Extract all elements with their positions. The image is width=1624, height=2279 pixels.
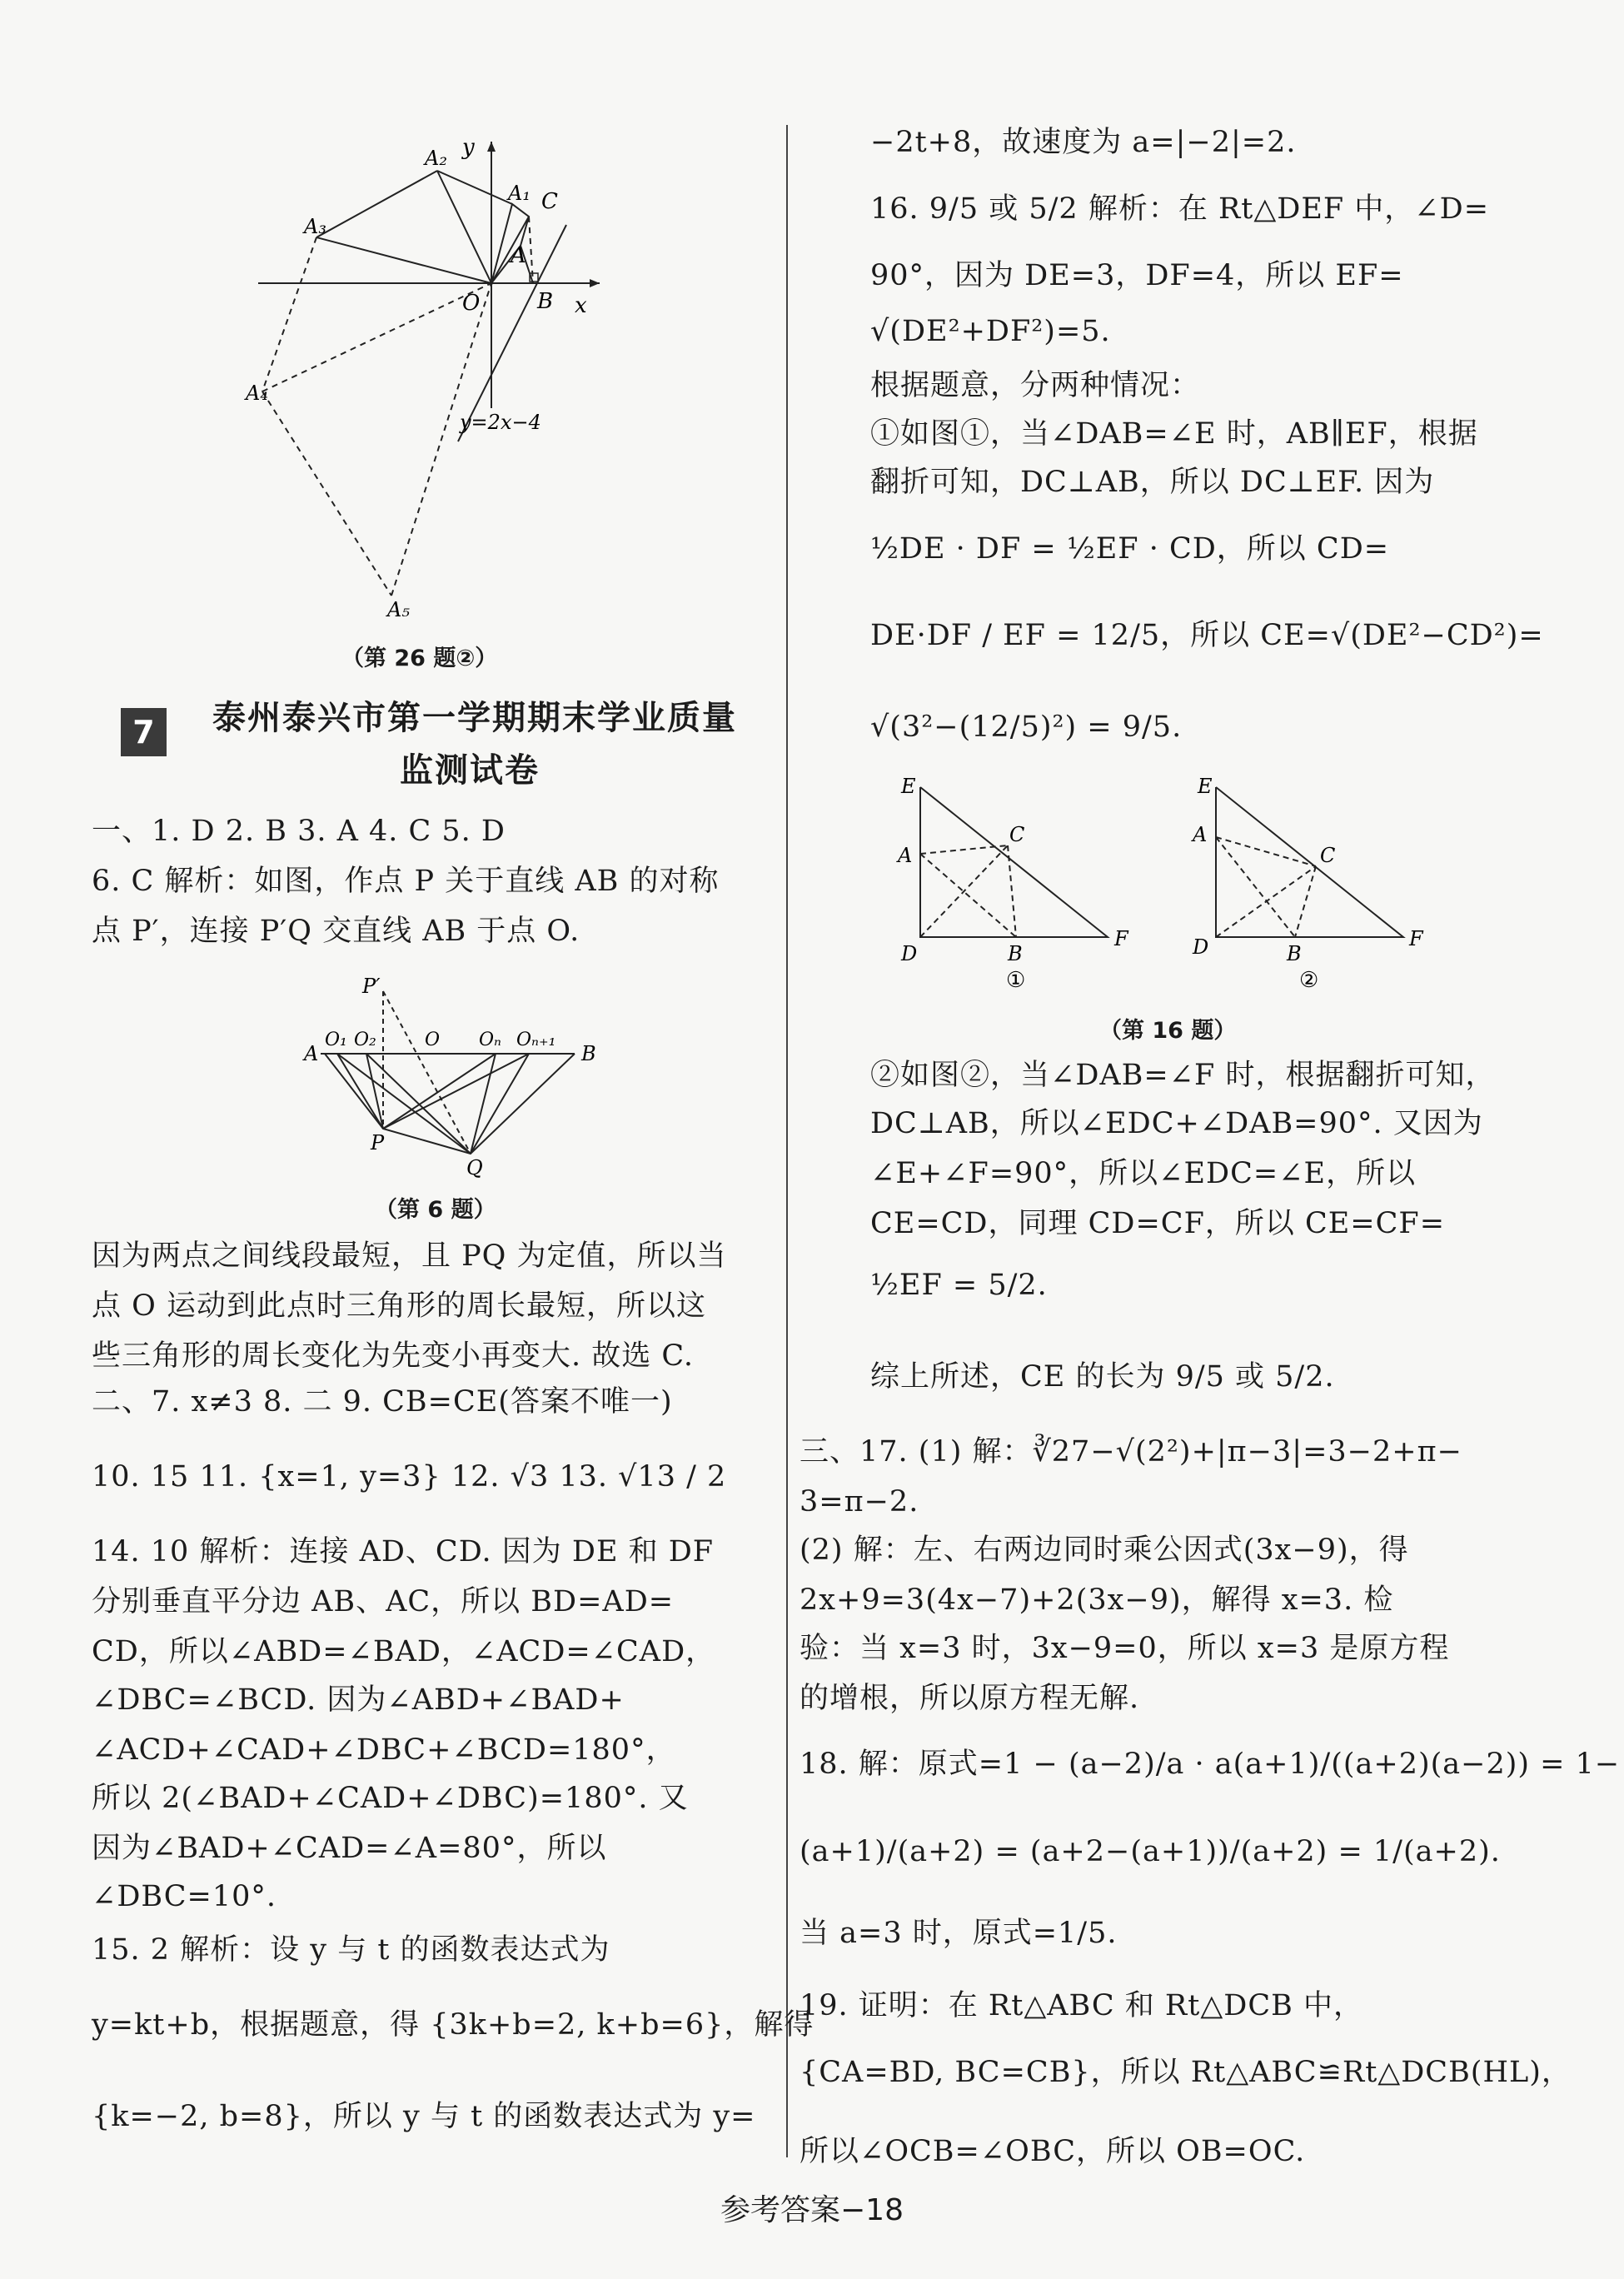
fig16a-label-E: E — [901, 775, 916, 798]
left-line-b-12: ∠DBC=10°. — [92, 1880, 277, 1913]
fig6-label-P1: P′ — [362, 975, 381, 998]
left-line-b-14: y=kt+b，根据题意，得 {3k+b=2, k+b=6}，解得 — [92, 2008, 814, 2042]
left-line-a-0: 一、1. D 2. B 3. A 4. C 5. D — [92, 815, 506, 848]
fig26-label-A5: A₅ — [387, 598, 410, 621]
right-line-b-7: 3=π−2. — [800, 1485, 919, 1519]
right-line-b-15: 19. 证明：在 Rt△ABC 和 Rt△DCB 中， — [800, 1989, 1363, 2022]
right-line-b-3: CE=CD，同理 CD=CF，所以 CE=CF= — [870, 1207, 1446, 1240]
fig16a-label-D: D — [901, 942, 918, 965]
fig6-label-On1: Oₙ₊₁ — [516, 1030, 556, 1050]
left-line-a-1: 6. C 解析：如图，作点 P 关于直线 AB 的对称 — [92, 865, 720, 898]
right-line-a-5: ①如图①，当∠DAB=∠E 时，AB∥EF，根据 — [870, 417, 1478, 451]
left-line-b-2: 些三角形的周长变化为先变小再变大. 故选 C. — [92, 1339, 695, 1373]
fig6-label-O: O — [425, 1030, 441, 1050]
left-line-b-10: 所以 2(∠BAD+∠CAD+∠DBC)=180°. 又 — [92, 1782, 689, 1815]
fig6-caption: （第 6 题） — [375, 1197, 496, 1223]
fig6-label-Q: Q — [466, 1156, 483, 1179]
fig16-caption: （第 16 题） — [1099, 1018, 1237, 1044]
right-line-b-6: 三、17. (1) 解：∛27−√(2²)+|π−3|=3−2+π− — [800, 1435, 1462, 1469]
fig26-label-A2: A₂ — [425, 147, 447, 170]
fig26-label-x: x — [575, 293, 587, 318]
left-line-b-9: ∠ACD+∠CAD+∠DBC+∠BCD=180°， — [92, 1733, 676, 1767]
section-title-line-1: 泰州泰兴市第一学期期末学业质量 — [212, 699, 737, 737]
fig6-label-P: P — [371, 1131, 385, 1154]
right-line-a-9: √(3²−(12/5)²) = 9/5. — [870, 711, 1183, 744]
fig26-label-line: y=2x−4 — [460, 411, 541, 434]
fig26-label-A: A — [511, 243, 526, 268]
fig16b-label-A: A — [1193, 823, 1208, 846]
left-line-b-4: 10. 15 11. {x=1, y=3} 12. √3 13. √13 / 2 — [92, 1460, 727, 1494]
fig16b-number: ② — [1299, 968, 1319, 993]
fig26-caption: （第 26 题②） — [341, 646, 498, 671]
fig26-label-O: O — [462, 291, 481, 316]
left-line-b-7: CD，所以∠ABD=∠BAD，∠ACD=∠CAD， — [92, 1635, 716, 1668]
figure-26-2 — [225, 125, 625, 625]
fig26-label-B: B — [537, 289, 554, 314]
fig16a-number: ① — [1006, 968, 1026, 993]
right-line-b-12: 18. 解：原式=1 − (a−2)/a · a(a+1)/((a+2)(a−2)) = 1− — [800, 1748, 1621, 1781]
right-line-a-0: −2t+8，故速度为 a=|−2|=2. — [870, 126, 1297, 159]
fig16b-label-D: D — [1193, 935, 1209, 959]
left-line-b-5: 14. 10 解析：连接 AD、CD. 因为 DE 和 DF — [92, 1535, 715, 1568]
fig16b-label-B: B — [1287, 942, 1302, 965]
fig26-label-A3: A₃ — [304, 215, 326, 238]
fig26-label-y: y — [462, 135, 475, 160]
right-line-b-9: 2x+9=3(4x−7)+2(3x−9)，解得 x=3. 检 — [800, 1583, 1394, 1617]
fig16a-label-B: B — [1008, 942, 1023, 965]
fig26-label-C: C — [541, 189, 558, 214]
section-number-badge: 7 — [121, 708, 167, 756]
right-line-a-4: 根据题意，分两种情况： — [870, 369, 1201, 402]
fig26-label-A1: A₁ — [508, 182, 531, 205]
right-line-b-8: (2) 解：左、右两边同时乘公因式(3x−9)，得 — [800, 1533, 1409, 1567]
right-line-a-1: 16. 9/5 或 5/2 解析：在 Rt△DEF 中，∠D= — [870, 192, 1490, 226]
right-line-a-2: 90°，因为 DE=3，DF=4，所以 EF= — [870, 259, 1404, 292]
right-line-b-11: 的增根，所以原方程无解. — [800, 1682, 1140, 1715]
right-line-b-13: (a+1)/(a+2) = (a+2−(a+1))/(a+2) = 1/(a+2). — [800, 1835, 1501, 1868]
page-footer: 参考答案−18 — [720, 2193, 904, 2227]
right-line-b-5: 综上所述，CE 的长为 9/5 或 5/2. — [870, 1360, 1335, 1394]
fig6-label-O2: O₂ — [354, 1030, 376, 1050]
right-line-a-7: ½DE · DF = ½EF · CD，所以 CD= — [870, 532, 1390, 566]
column-divider — [786, 125, 788, 2157]
left-line-b-6: 分别垂直平分边 AB、AC，所以 BD=AD= — [92, 1585, 675, 1618]
right-line-b-14: 当 a=3 时，原式=1/5. — [800, 1917, 1118, 1950]
left-line-b-13: 15. 2 解析：设 y 与 t 的函数表达式为 — [92, 1933, 610, 1967]
right-line-a-3: √(DE²+DF²)=5. — [870, 315, 1111, 348]
fig16b-label-F: F — [1409, 927, 1423, 950]
right-line-b-17: 所以∠OCB=∠OBC，所以 OB=OC. — [800, 2135, 1306, 2168]
fig16a-label-F: F — [1114, 927, 1128, 950]
right-line-b-1: DC⊥AB，所以∠EDC+∠DAB=90°. 又因为 — [870, 1107, 1483, 1140]
right-line-b-4: ½EF = 5/2. — [870, 1269, 1048, 1302]
right-line-b-10: 验：当 x=3 时，3x−9=0，所以 x=3 是原方程 — [800, 1632, 1450, 1665]
fig16b-label-C: C — [1320, 844, 1336, 867]
left-line-b-8: ∠DBC=∠BCD. 因为∠ABD+∠BAD+ — [92, 1683, 625, 1717]
fig26-label-A4: A₄ — [246, 381, 268, 405]
left-line-b-11: 因为∠BAD+∠CAD=∠A=80°，所以 — [92, 1832, 607, 1865]
left-line-b-0: 因为两点之间线段最短，且 PQ 为定值，所以当 — [92, 1239, 727, 1273]
fig6-label-On: Oₙ — [479, 1030, 501, 1050]
right-line-b-0: ②如图②，当∠DAB=∠F 时，根据翻折可知， — [870, 1059, 1496, 1092]
fig16b-label-E: E — [1198, 775, 1213, 798]
figure-6 — [300, 975, 616, 1179]
fig6-label-O1: O₁ — [325, 1030, 347, 1050]
left-line-b-3: 二、7. x≠3 8. 二 9. CB=CE(答案不唯一) — [92, 1385, 673, 1419]
right-line-b-16: {CA=BD, BC=CB}，所以 Rt△ABC≌Rt△DCB(HL)， — [800, 2056, 1572, 2089]
right-line-a-6: 翻折可知，DC⊥AB，所以 DC⊥EF. 因为 — [870, 466, 1435, 499]
fig16a-label-A: A — [898, 844, 913, 867]
section-title-line-2: 监测试卷 — [400, 751, 540, 790]
fig6-label-B: B — [581, 1042, 596, 1065]
figure-16 — [883, 775, 1423, 993]
left-line-b-15: {k=−2, b=8}，所以 y 与 t 的函数表达式为 y= — [92, 2100, 756, 2133]
left-line-a-2: 点 P′，连接 P′Q 交直线 AB 于点 O. — [92, 915, 580, 948]
left-line-b-1: 点 O 运动到此点时三角形的周长最短，所以这 — [92, 1289, 706, 1323]
fig6-label-A: A — [304, 1042, 319, 1065]
right-line-b-2: ∠E+∠F=90°，所以∠EDC=∠E，所以 — [870, 1157, 1417, 1190]
fig16a-label-C: C — [1009, 823, 1025, 846]
right-line-a-8: DE·DF / EF = 12/5，所以 CE=√(DE²−CD²)= — [870, 619, 1544, 652]
